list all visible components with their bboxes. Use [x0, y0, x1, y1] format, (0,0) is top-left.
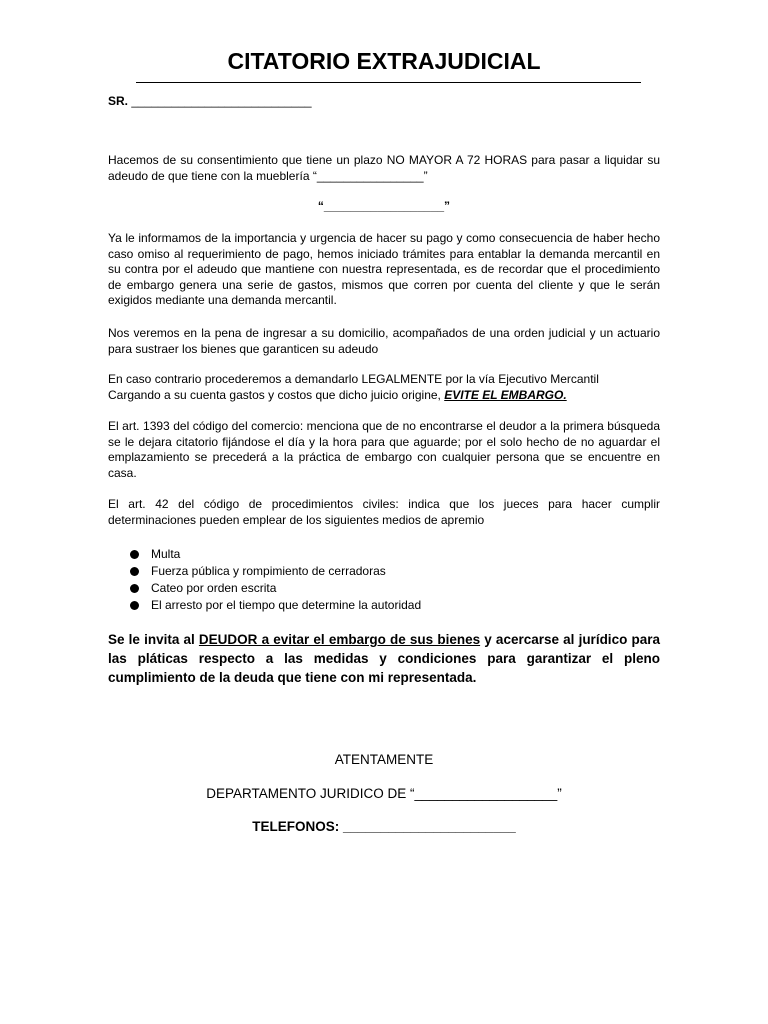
atentamente: ATENTAMENTE [334, 752, 434, 767]
paragraph-art-1393: El art. 1393 del código del comercio: menciona que de no encontrarse el deudor a la primera búsqueda se le dejara citatorio fijándose el día y la hora para que aguarde; por el solo hecho de no aguardar el emplazamiento se precederá a la práctica de embargo con cualquier persona que se encuentre en casa. [108, 419, 660, 480]
paragraph-plazo [108, 153, 660, 184]
invitation-pre: Se le invita al [108, 632, 199, 647]
paragraph-embargo-line2-text: Cargando a su cuenta gastos y costos que dicho juicio origine, [108, 387, 441, 402]
invitation-underlined: DEUDOR a evitar el embargo de sus bienes [198, 632, 481, 647]
telefonos-label: TELEFONOS: [252, 819, 340, 834]
list-item [130, 580, 421, 597]
paragraph-embargo-line2 [108, 388, 660, 404]
evite-embargo-emphasis: EVITE EL EMBARGO. [444, 387, 567, 402]
paragraph-plazo-text: Hacemos de su consentimiento que tiene un plazo NO MAYOR A 72 HORAS para pasar a liquidar su adeudo de que tiene con la mueblería “ [108, 153, 660, 183]
list-item [130, 563, 421, 580]
bullet-icon [130, 584, 139, 593]
list-item [130, 597, 421, 614]
bullet-icon [130, 550, 139, 559]
invitation-post: y acercarse al jurídico para las pláticas respecto a las medidas y condiciones para garantizar el pleno cumplimiento de la deuda que tiene con mi representada. [108, 632, 660, 685]
list-item-text: Cateo por orden escrita [151, 581, 277, 595]
telefonos-blank: _______________________ [343, 819, 516, 834]
departamento-line: DEPARTAMENTO JURIDICO DE “___________________” [206, 786, 562, 801]
apremio-list [130, 546, 421, 614]
recipient-blank: ___________________________ [131, 94, 312, 108]
list-item-text: El arresto por el tiempo que determine la autoridad [151, 598, 422, 612]
list-item-text: Fuerza pública y rompimiento de cerradoras [151, 564, 386, 578]
paragraph-embargo [108, 372, 660, 403]
list-item-text: Multa [151, 547, 181, 561]
telefonos-line [0, 819, 768, 834]
store-name-quote: “__________________” [317, 199, 451, 213]
paragraph-domicilio: Nos veremos en la pena de ingresar a su domicilio, acompañados de una orden judicial y un actuario para sustraer los bienes que garanticen su adeudo [108, 326, 660, 356]
bullet-icon [130, 567, 139, 576]
recipient-line [108, 94, 312, 108]
paragraph-embargo-line1: En caso contrario procederemos a demandarlo LEGALMENTE por la vía Ejecutivo Mercantil [108, 372, 599, 386]
paragraph-art-42: El art. 42 del código de procedimientos civiles: indica que los jueces para hacer cumplir determinaciones pueden emplear de los siguientes medios de apremio [108, 497, 660, 527]
recipient-label: SR. [108, 94, 129, 108]
paragraph-demanda: Ya le informamos de la importancia y urgencia de hacer su pago y como consecuencia de haber hecho caso omiso al requerimiento de pago, hemos iniciado trámites para entablar la demanda mercantil en su contra por el adeudo que mantiene con nuestra representada, es de recordar que el procedimiento de embargo genera una serie de gastos, mismos que corren por cuenta del cliente y que le serán exigidos mediante una demanda mercantil. [108, 231, 660, 307]
closing-quote: ” [423, 168, 428, 183]
title-divider [136, 82, 641, 83]
invitation-paragraph [108, 630, 660, 687]
document-title: CITATORIO EXTRAJUDICIAL [227, 48, 541, 74]
bullet-icon [130, 601, 139, 610]
store-name-blank: ________________ [316, 168, 424, 183]
list-item [130, 546, 421, 563]
